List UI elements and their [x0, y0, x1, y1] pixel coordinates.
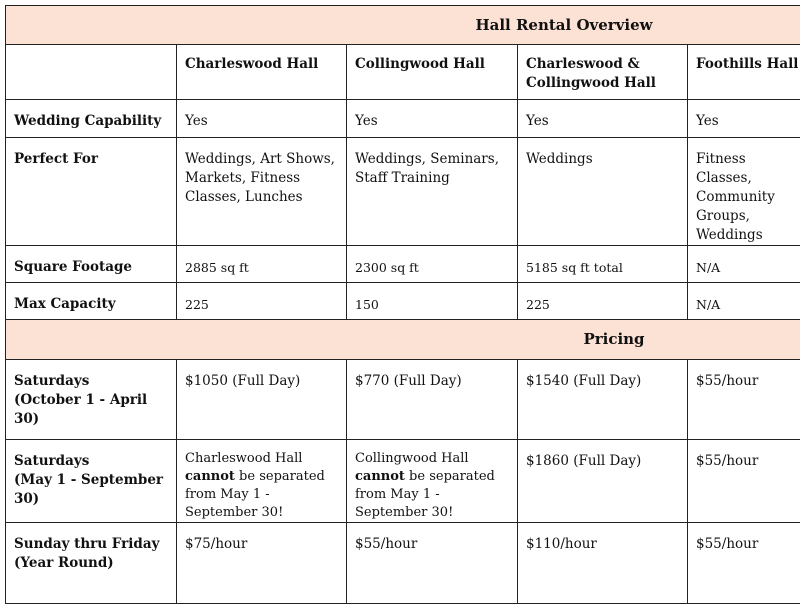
note-text: Charleswood Hall: [185, 451, 302, 466]
table-row: [6, 100, 800, 138]
table-row: [6, 360, 800, 440]
label-line: (October 1 - April 30): [14, 391, 168, 429]
note-emphasis: cannot: [355, 469, 405, 484]
row-label-saturdays-summer: [6, 440, 177, 523]
table-cell: Weddings: [518, 138, 688, 246]
table-cell: Weddings, Seminars, Staff Training: [347, 138, 518, 246]
table-row: [6, 523, 800, 604]
table-cell: Yes: [347, 100, 518, 138]
row-label-wedding: Wedding Capability: [6, 100, 177, 138]
table-cell: Yes: [518, 100, 688, 138]
header-blank: [6, 45, 177, 100]
table-cell: $55/hour: [688, 360, 800, 440]
note-text: be separated from May 1 - September 30!: [185, 469, 325, 520]
table-row: [6, 138, 800, 246]
table-cell: $110/hour: [518, 523, 688, 604]
table-cell: $55/hour: [688, 523, 800, 604]
overview-band: [6, 6, 800, 45]
table-cell: $1540 (Full Day): [518, 360, 688, 440]
table-cell: 2300 sq ft: [347, 246, 518, 283]
overview-title: Hall Rental Overview: [6, 6, 800, 45]
table-row: [6, 246, 800, 283]
table-cell: 150: [347, 283, 518, 320]
pricing-title: Pricing: [6, 320, 800, 360]
row-label-max-capacity: Max Capacity: [6, 283, 177, 320]
label-line: (Year Round): [14, 554, 168, 573]
note-text: Collingwood Hall: [355, 451, 469, 466]
table-cell: $75/hour: [177, 523, 347, 604]
table-cell: 225: [177, 283, 347, 320]
row-label-perfect-for: Perfect For: [6, 138, 177, 246]
hall-rental-table: [5, 5, 800, 604]
label-line: (May 1 - September 30): [14, 471, 168, 509]
collingwood-note: [347, 440, 518, 523]
label-line: Saturdays: [14, 372, 168, 391]
charleswood-note: [177, 440, 347, 523]
row-label-saturdays-winter: [6, 360, 177, 440]
table-row: [6, 283, 800, 320]
table-cell: $1860 (Full Day): [518, 440, 688, 523]
label-line: Sunday thru Friday: [14, 535, 168, 554]
column-header-row: [6, 45, 800, 100]
table-cell: Yes: [177, 100, 347, 138]
table-cell: N/A: [688, 246, 800, 283]
table-row: [6, 440, 800, 523]
note-text: be separated from May 1 - September 30!: [355, 469, 495, 520]
table-cell: $770 (Full Day): [347, 360, 518, 440]
note-emphasis: cannot: [185, 469, 235, 484]
header-foothills: Foothills Hall: [688, 45, 800, 100]
table-cell: Weddings, Art Shows, Markets, Fitness Classes, Lunches: [177, 138, 347, 246]
label-line: Saturdays: [14, 452, 168, 471]
pricing-band: [6, 320, 800, 360]
table-cell: Fitness Classes, Community Groups, Weddings: [688, 138, 800, 246]
row-label-weekdays: [6, 523, 177, 604]
table-cell: $1050 (Full Day): [177, 360, 347, 440]
header-charleswood: Charleswood Hall: [177, 45, 347, 100]
table-cell: $55/hour: [688, 440, 800, 523]
table-cell: 5185 sq ft total: [518, 246, 688, 283]
header-collingwood: Collingwood Hall: [347, 45, 518, 100]
table-cell: Yes: [688, 100, 800, 138]
table-cell: N/A: [688, 283, 800, 320]
table-cell: 2885 sq ft: [177, 246, 347, 283]
table-cell: 225: [518, 283, 688, 320]
row-label-square-footage: Square Footage: [6, 246, 177, 283]
table-cell: $55/hour: [347, 523, 518, 604]
header-combined: Charleswood & Collingwood Hall: [518, 45, 688, 100]
